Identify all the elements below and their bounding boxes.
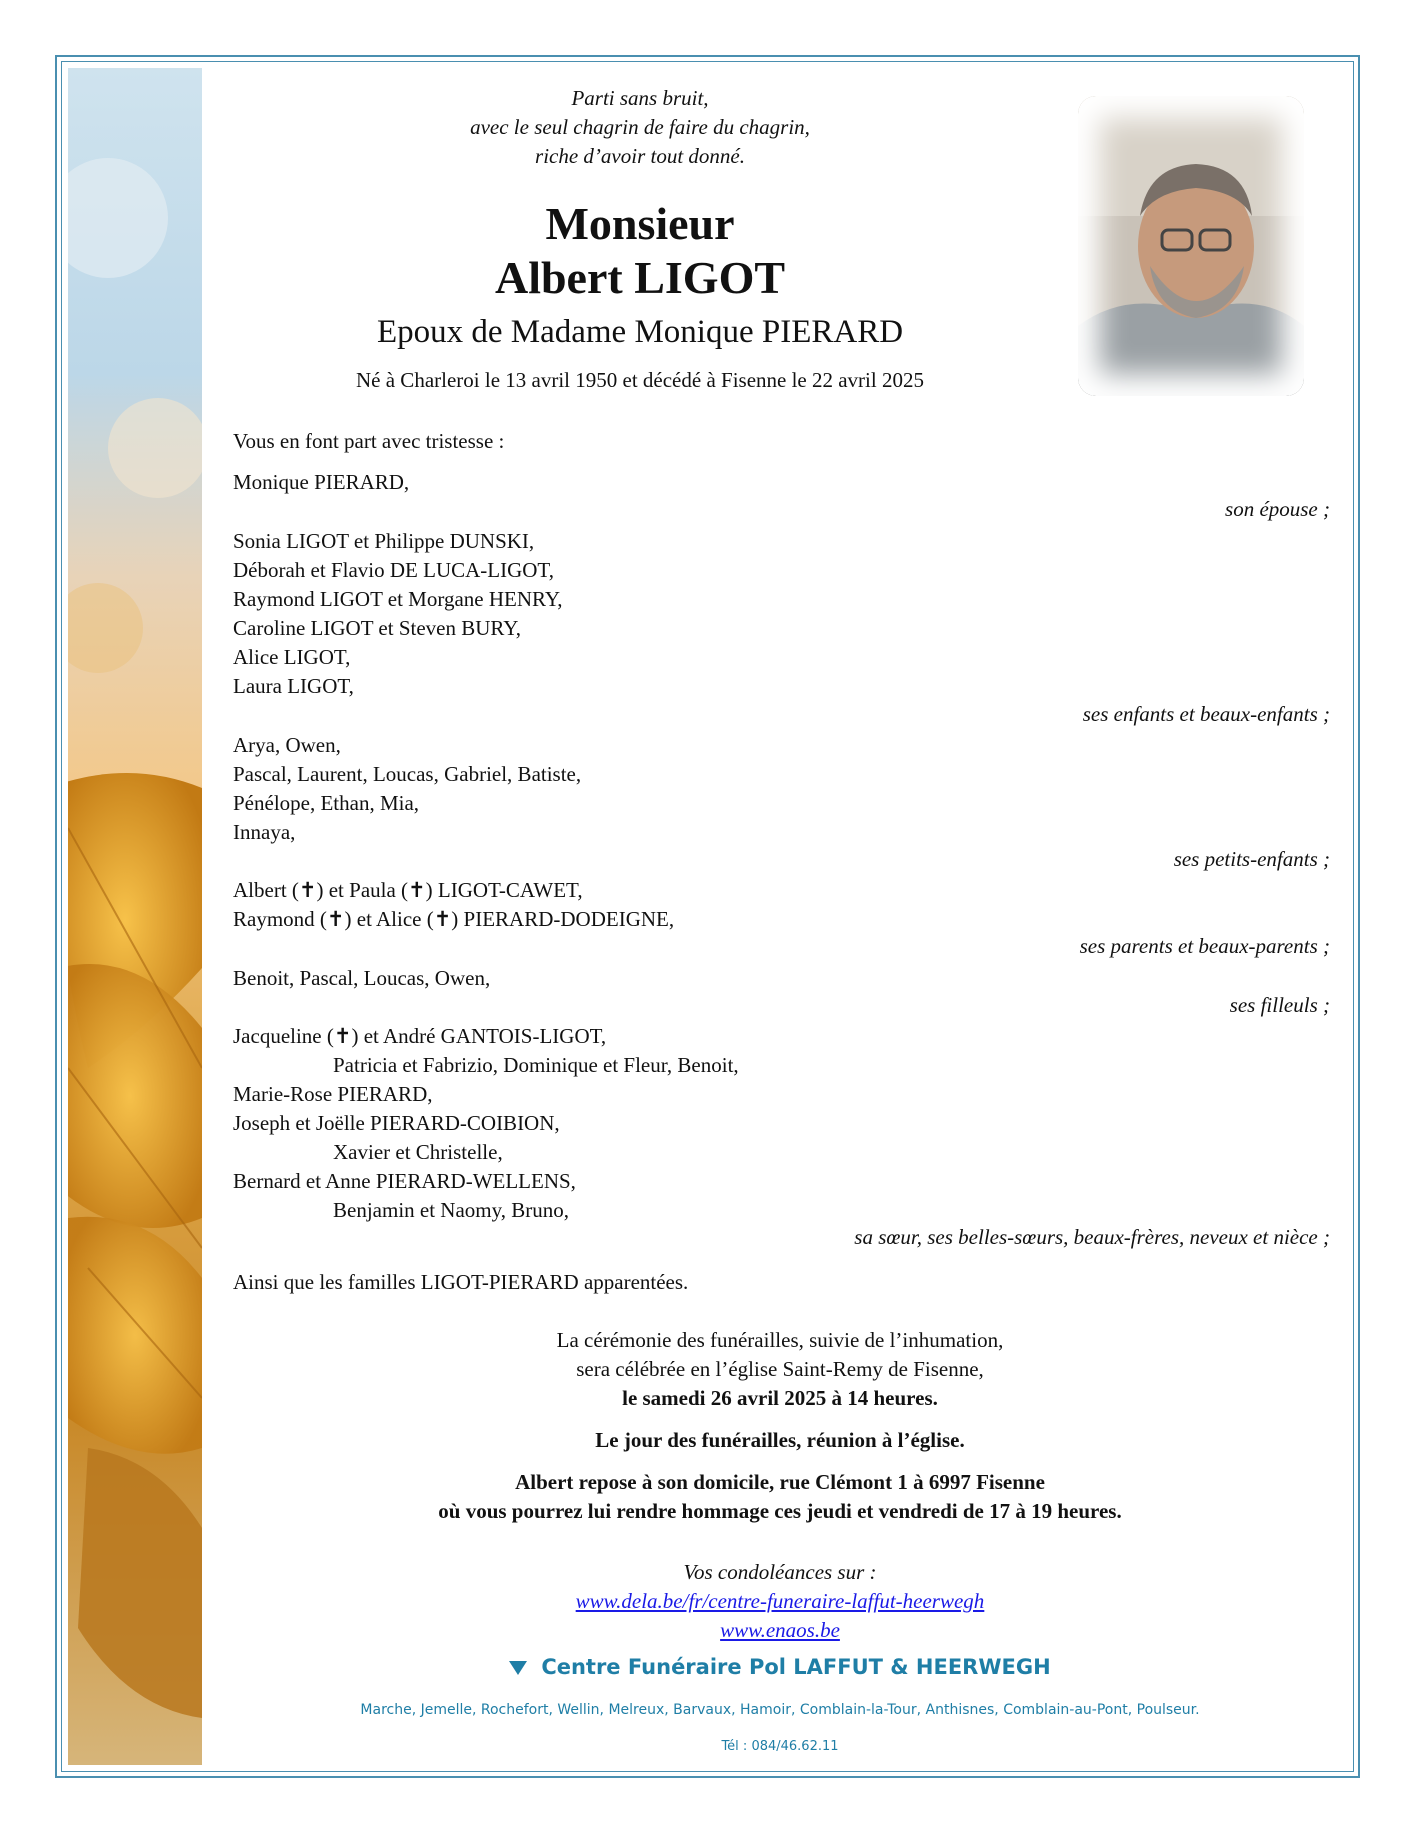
mourner-line: Albert (✝) et Paula (✝) LIGOT-CAWET,: [233, 878, 583, 902]
funeral-home-name: [200, 1655, 1360, 1679]
families-line: Ainsi que les familles LIGOT-PIERARD apparentées.: [233, 1270, 689, 1294]
poem-line: avec le seul chagrin de faire du chagrin,: [470, 115, 810, 139]
repose-line: Albert repose à son domicile, rue Clémont 1 à 6997 Fisenne: [515, 1470, 1045, 1494]
repose-line: où vous pourrez lui rendre hommage ces jeudi et vendredi de 17 à 19 heures.: [438, 1499, 1122, 1523]
mourner-line: Raymond (✝) et Alice (✝) PIERARD-DODEIGNE,: [233, 907, 675, 931]
relation-label: sa sœur, ses belles-sœurs, beaux-frères, neveux et nièce ;: [854, 1225, 1330, 1249]
mourner-line: Déborah et Flavio DE LUCA-LIGOT,: [233, 558, 554, 582]
mourner-line: Raymond LIGOT et Morgane HENRY,: [233, 587, 563, 611]
poem: [380, 84, 900, 171]
mourner-line: Benoit, Pascal, Loucas, Owen,: [233, 966, 491, 990]
mourner-line: Bernard et Anne PIERARD-WELLENS,: [233, 1169, 576, 1193]
mourner-line: Laura LIGOT,: [233, 674, 354, 698]
mourner-line: Marie-Rose PIERARD,: [233, 1082, 433, 1106]
relation-label: ses enfants et beaux-enfants ;: [1082, 702, 1330, 726]
phone-number: Tél : 084/46.62.11: [721, 1739, 839, 1754]
ceremony-line: La cérémonie des funérailles, suivie de l’inhumation,: [556, 1328, 1004, 1352]
poem-line: Parti sans bruit,: [571, 86, 709, 110]
mourner-line: Arya, Owen,: [233, 733, 341, 757]
spouse-line: Epoux de Madame Monique PIERARD: [376, 314, 904, 350]
relation-label: ses petits-enfants ;: [1173, 847, 1330, 871]
poem-line: riche d’avoir tout donné.: [535, 144, 745, 168]
triangle-down-icon: [509, 1661, 527, 1675]
relation-label: ses parents et beaux-parents ;: [1079, 934, 1330, 958]
mourner-line: Pénélope, Ethan, Mia,: [233, 791, 420, 815]
mourner-line: Joseph et Joëlle PIERARD-COIBION,: [233, 1111, 560, 1135]
ceremony-line: sera célébrée en l’église Saint-Remy de Fisenne,: [576, 1357, 984, 1381]
mourner-line: Xavier et Christelle,: [333, 1140, 503, 1164]
relation-label: son épouse ;: [1225, 497, 1330, 521]
deceased-name: Albert LIGOT: [494, 252, 786, 303]
reunion-line: Le jour des funérailles, réunion à l’église.: [595, 1428, 965, 1452]
birth-death-dates: Né à Charleroi le 13 avril 1950 et décédé à Fisenne le 22 avril 2025: [356, 368, 924, 392]
town-list: Marche, Jemelle, Rochefort, Wellin, Melreux, Barvaux, Hamoir, Comblain-la-Tour, Anthisnes, Comblain-au-Pont, Poulseur.: [360, 1702, 1200, 1718]
autumn-leaves-image: [68, 68, 202, 1765]
mourner-line: Caroline LIGOT et Steven BURY,: [233, 616, 521, 640]
mourner-line: Innaya,: [233, 820, 296, 844]
company-label: Centre Funéraire Pol LAFFUT & HEERWEGH: [541, 1655, 1051, 1679]
condolences-link-enaos[interactable]: www.enaos.be: [720, 1618, 840, 1642]
mourner-line: Jacqueline (✝) et André GANTOIS-LIGOT,: [233, 1024, 607, 1048]
condolences-link-dela[interactable]: www.dela.be/fr/centre-funeraire-laffut-heerwegh: [575, 1589, 985, 1613]
title-honorific: Monsieur: [545, 198, 735, 249]
portrait-photo: [1078, 96, 1304, 396]
mourner-line: Benjamin et Naomy, Bruno,: [333, 1198, 570, 1222]
mourner-line: Monique PIERARD,: [233, 470, 410, 494]
relation-label: ses filleuls ;: [1229, 993, 1330, 1017]
intro-text: Vous en font part avec tristesse :: [233, 429, 505, 453]
mourner-line: Pascal, Laurent, Loucas, Gabriel, Batiste,: [233, 762, 582, 786]
condolences-label: Vos condoléances sur :: [683, 1560, 877, 1584]
mourner-line: Alice LIGOT,: [233, 645, 351, 669]
ceremony-date: le samedi 26 avril 2025 à 14 heures.: [622, 1386, 938, 1410]
mourner-line: Sonia LIGOT et Philippe DUNSKI,: [233, 529, 535, 553]
mourner-line: Patricia et Fabrizio, Dominique et Fleur, Benoit,: [333, 1053, 739, 1077]
